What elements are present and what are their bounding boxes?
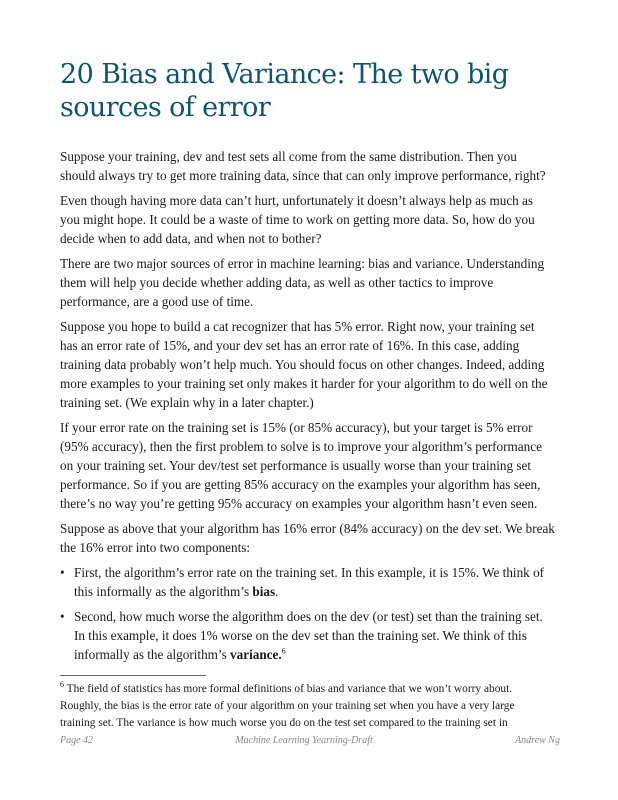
- list-item-text: First, the algorithm’s error rate on the training set. In this example, it is 15%. We think of this informally as the algorithm’s: [74, 565, 545, 599]
- page-footer: [60, 735, 560, 746]
- list-item-text: Second, how much worse the algorithm does on the dev (or test) set than the training set. In this example, it does 1% worse on the dev set than the training set. We think of this informally as the algorithm’s: [74, 609, 543, 662]
- chapter-title: 20 Bias and Variance: The two big sources of error: [60, 59, 509, 123]
- bold-term: variance.: [230, 647, 282, 662]
- page-number: Page 42: [60, 735, 94, 746]
- footnote-marker: 6: [60, 680, 64, 690]
- footnote-divider: [60, 675, 206, 676]
- footnote-reference[interactable]: 6: [281, 646, 286, 656]
- footnote: [60, 681, 580, 732]
- book-title: Machine Learning Yearning-Draft: [235, 735, 373, 746]
- bullet-icon: •: [60, 609, 65, 624]
- list-item: [60, 607, 570, 664]
- author: Andrew Ng: [515, 735, 560, 746]
- body-text: [60, 147, 570, 670]
- paragraph: Even though having more data can’t hurt, unfortunately it doesn’t always help as much as you might hope. It could be a waste of time to work on getting more data. So, how do you decide when to add data, and when not to bother?: [60, 193, 535, 246]
- paragraph: Suppose you hope to build a cat recognizer that has 5% error. Right now, your training set has an error rate of 15%, and your dev set has an error rate of 16%. In this case, adding training data probably won’t help much. You should focus on other changes. Indeed, adding more examples to your training set only makes it harder for your algorithm to do well on the training set. (We explain why in a later chapter.): [60, 319, 548, 410]
- paragraph: Suppose as above that your algorithm has 16% error (84% accuracy) on the dev set. We break the 16% error into two components:: [60, 521, 555, 555]
- paragraph: If your error rate on the training set is 15% (or 85% accuracy), but your target is 5% error (95% accuracy), then the first problem to solve is to improve your algorithm’s performance on your training set. Your dev/test set performance is usually worse than your training set performance. So if you are getting 85% accuracy on the examples your algorithm has seen, there’s no way you’re getting 95% accuracy on examples your algorithm hasn’t even seen.: [60, 420, 542, 511]
- paragraph: Suppose your training, dev and test sets all come from the same distribution. Then you should always try to get more training data, since that can only improve performance, right?: [60, 149, 546, 183]
- bullet-icon: •: [60, 565, 65, 580]
- list-item-text-end: .: [275, 584, 279, 599]
- paragraph: There are two major sources of error in machine learning: bias and variance. Understanding them will help you decide whether adding data, as well as other tactics to improve performance, are a good use of time.: [60, 256, 545, 309]
- bullet-list: [60, 563, 570, 664]
- list-item: [60, 563, 570, 601]
- bold-term: bias: [252, 584, 276, 599]
- footnote-text: The field of statistics has more formal definitions of bias and variance that we won’t worry about. Roughly, the bias is the error rate of your algorithm on your training set when you have a very large training set. The variance is how much worse you do on the test set compared to the training set in: [60, 683, 515, 729]
